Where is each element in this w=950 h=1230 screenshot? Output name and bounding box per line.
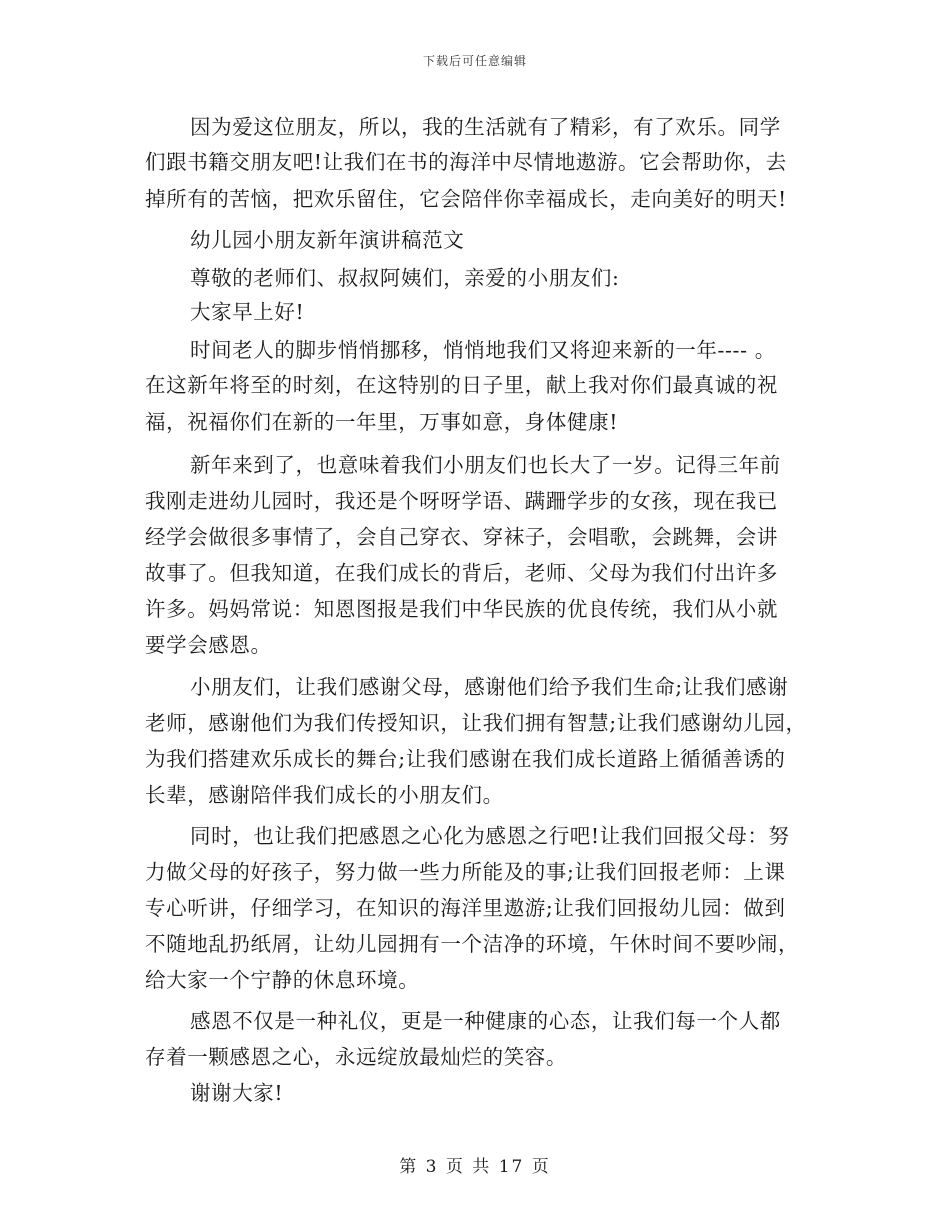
text-line: 尊敬的老师们、叔叔阿姨们，亲爱的小朋友们: bbox=[190, 266, 620, 290]
text-line: 故事了。但我知道，在我们成长的背后，老师、父母为我们付出许多 bbox=[145, 561, 778, 585]
text-line: 存着一颗感恩之心，永远绽放最灿烂的笑容。 bbox=[145, 1045, 567, 1069]
text-line: 小朋友们，让我们感谢父母，感谢他们给予我们生命;让我们感谢 bbox=[190, 675, 789, 699]
text-line: 要学会感恩。 bbox=[145, 633, 272, 657]
text-line: 谢谢大家! bbox=[190, 1081, 284, 1105]
text-line: 大家早上好! bbox=[190, 300, 305, 324]
text-line: 老师，感谢他们为我们传授知识，让我们拥有智慧;让我们感谢幼儿园， bbox=[145, 711, 807, 735]
text-line: 为我们搭建欢乐成长的舞台;让我们感谢在我们成长道路上循循善诱的 bbox=[145, 747, 786, 771]
text-line: 时间老人的脚步悄悄挪移，悄悄地我们又将迎来新的一年---- 。 bbox=[190, 338, 776, 362]
text-line: 我刚走进幼儿园时，我还是个呀呀学语、蹒跚学步的女孩，现在我已 bbox=[145, 489, 778, 513]
text-line: 不随地乱扔纸屑，让幼儿园拥有一个洁净的环境，午休时间不要吵闹， bbox=[145, 932, 800, 956]
text-line: 许多。妈妈常说：知恩图报是我们中华民族的优良传统，我们从小就 bbox=[145, 597, 778, 621]
text-line: 长辈，感谢陪伴我们成长的小朋友们。 bbox=[145, 783, 504, 807]
text-line: 给大家一个宁静的休息环境。 bbox=[145, 968, 420, 992]
page-footer: 第 3 页 共 17 页 bbox=[399, 1157, 551, 1177]
text-line: 福，祝福你们在新的一年里，万事如意，身体健康! bbox=[145, 410, 619, 434]
text-line: 同时，也让我们把感恩之心化为感恩之行吧!让我们回报父母：努 bbox=[190, 824, 790, 848]
text-line: 在这新年将至的时刻，在这特别的日子里，献上我对你们最真诚的祝 bbox=[145, 373, 778, 397]
text-line: 因为爱这位朋友，所以，我的生活就有了精彩，有了欢乐。同学 bbox=[190, 115, 781, 139]
text-line: 掉所有的苦恼，把欢乐留住，它会陪伴你幸福成长，走向美好的明天! bbox=[145, 187, 787, 211]
page-header: 下载后可任意编辑 bbox=[422, 54, 527, 68]
text-line: 力做父母的好孩子，努力做一些力所能及的事;让我们回报老师：上课 bbox=[145, 860, 786, 884]
text-line: 们跟书籍交朋友吧!让我们在书的海洋中尽情地遨游。它会帮助你，去 bbox=[145, 150, 787, 174]
text-line: 经学会做很多事情了，会自己穿衣、穿袜子，会唱歌，会跳舞，会讲 bbox=[145, 525, 778, 549]
text-line: 专心听讲，仔细学习，在知识的海洋里遨游;让我们回报幼儿园：做到 bbox=[145, 896, 786, 920]
text-line: 幼儿园小朋友新年演讲稿范文 bbox=[190, 228, 465, 252]
text-line: 新年来到了，也意味着我们小朋友们也长大了一岁。记得三年前 bbox=[190, 453, 781, 477]
text-line: 感恩不仅是一种礼仪，更是一种健康的心态，让我们每一个人都 bbox=[190, 1009, 781, 1033]
